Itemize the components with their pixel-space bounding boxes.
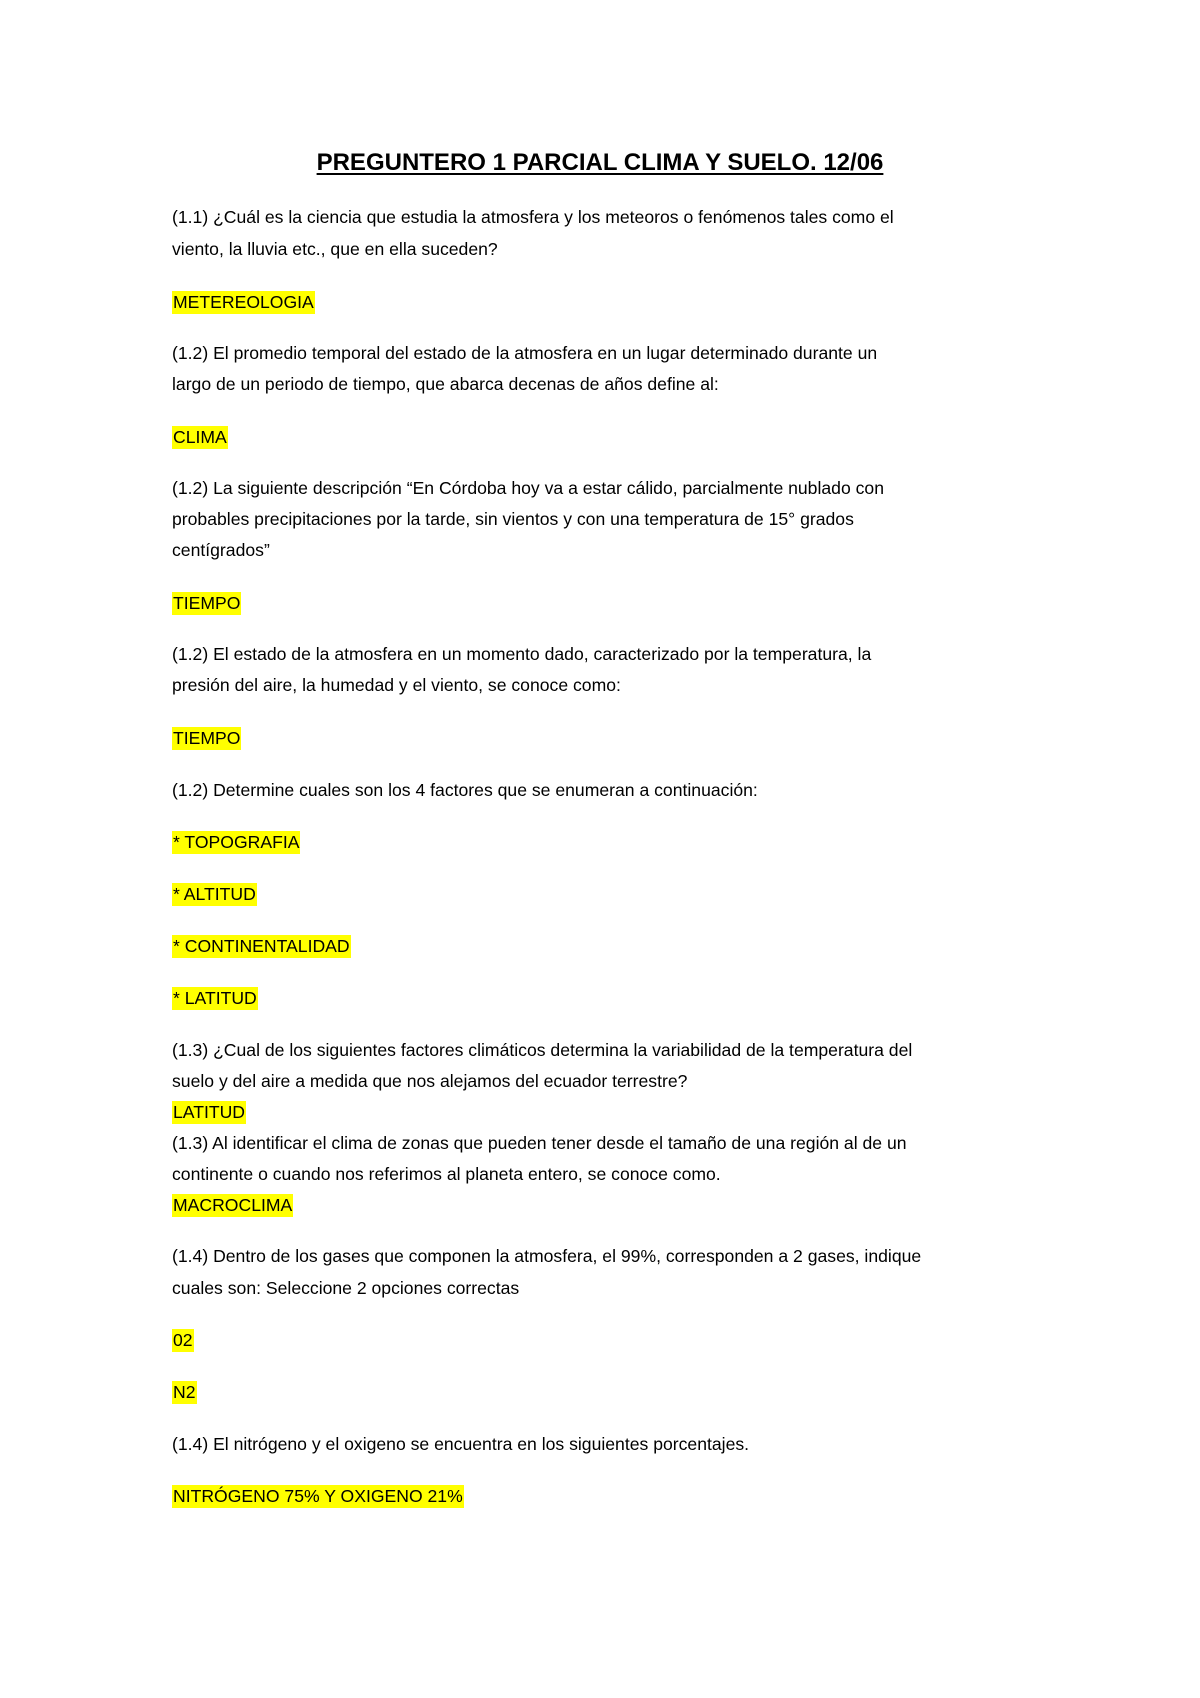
- answer-7: MACROCLIMA: [173, 1195, 293, 1215]
- question-3-line-2: probables precipitaciones por la tarde, sin vientos y con una temperatura de 15° grados: [172, 509, 854, 529]
- question-4-line-2: presión del aire, la humedad y el viento, se conoce como:: [172, 675, 621, 695]
- question-6-line-2: suelo y del aire a medida que nos alejamos del ecuador terrestre?: [172, 1071, 688, 1091]
- answer-9-line: [172, 1483, 464, 1509]
- answer-1: METEREOLOGIA: [173, 292, 314, 312]
- question-2-line-1: (1.2) El promedio temporal del estado de la atmosfera en un lugar determinado durante un: [172, 343, 878, 363]
- answer-8-item-1: 02: [173, 1330, 193, 1350]
- question-8-line-2: cuales son: Seleccione 2 opciones correctas: [172, 1278, 520, 1298]
- answer-8-item-1-line: [172, 1327, 194, 1353]
- answer-8-item-2: N2: [173, 1382, 196, 1402]
- answer-5-item-3-line: [172, 933, 351, 959]
- answer-5-item-3: * CONTINENTALIDAD: [173, 936, 350, 956]
- question-4-line-1: (1.2) El estado de la atmosfera en un momento dado, caracterizado por la temperatura, la: [172, 644, 872, 664]
- answer-1-line: [172, 289, 315, 315]
- document-title: PREGUNTERO 1 PARCIAL CLIMA Y SUELO. 12/06: [316, 149, 884, 176]
- answer-2: CLIMA: [173, 427, 227, 447]
- answer-8-item-2-line: [172, 1379, 197, 1405]
- answer-2-line: [172, 424, 228, 450]
- question-6-line-1: (1.3) ¿Cual de los siguientes factores climáticos determina la variabilidad de la temperatura del: [172, 1040, 913, 1060]
- question-5-line-1: (1.2) Determine cuales son los 4 factores que se enumeran a continuación:: [172, 780, 758, 800]
- answer-5-item-1-line: [172, 829, 300, 855]
- question-1-line-2: viento, la lluvia etc., que en ella suceden?: [172, 239, 498, 259]
- question-2-line-2: largo de un periodo de tiempo, que abarca decenas de años define al:: [172, 374, 719, 394]
- answer-5-item-4-line: [172, 985, 258, 1011]
- answer-9: NITRÓGENO 75% Y OXIGENO 21%: [173, 1486, 463, 1506]
- answer-6-line: [172, 1099, 246, 1125]
- answer-5-item-2-line: [172, 881, 257, 907]
- question-9-line-1: (1.4) El nitrógeno y el oxigeno se encuentra en los siguientes porcentajes.: [172, 1434, 750, 1454]
- answer-3: TIEMPO: [173, 593, 241, 613]
- question-3-line-1: (1.2) La siguiente descripción “En Córdoba hoy va a estar cálido, parcialmente nublado con: [172, 478, 884, 498]
- answer-5-item-4: * LATITUD: [173, 988, 257, 1008]
- answer-5-item-2: * ALTITUD: [173, 884, 256, 904]
- answer-4-line: [172, 725, 241, 751]
- answer-3-line: [172, 590, 241, 616]
- question-8-line-1: (1.4) Dentro de los gases que componen la atmosfera, el 99%, corresponden a 2 gases, indique: [172, 1246, 922, 1266]
- question-3-line-3: centígrados”: [172, 540, 270, 560]
- question-7-line-1: (1.3) Al identificar el clima de zonas que pueden tener desde el tamaño de una región al de un: [172, 1133, 907, 1153]
- question-7-line-2: continente o cuando nos referimos al planeta entero, se conoce como.: [172, 1164, 721, 1184]
- answer-4: TIEMPO: [173, 728, 241, 748]
- question-1-line-1: (1.1) ¿Cuál es la ciencia que estudia la atmosfera y los meteoros o fenómenos tales como el: [172, 207, 894, 227]
- answer-7-line: [172, 1192, 293, 1218]
- answer-6: LATITUD: [173, 1102, 246, 1122]
- answer-5-item-1: * TOPOGRAFIA: [173, 832, 300, 852]
